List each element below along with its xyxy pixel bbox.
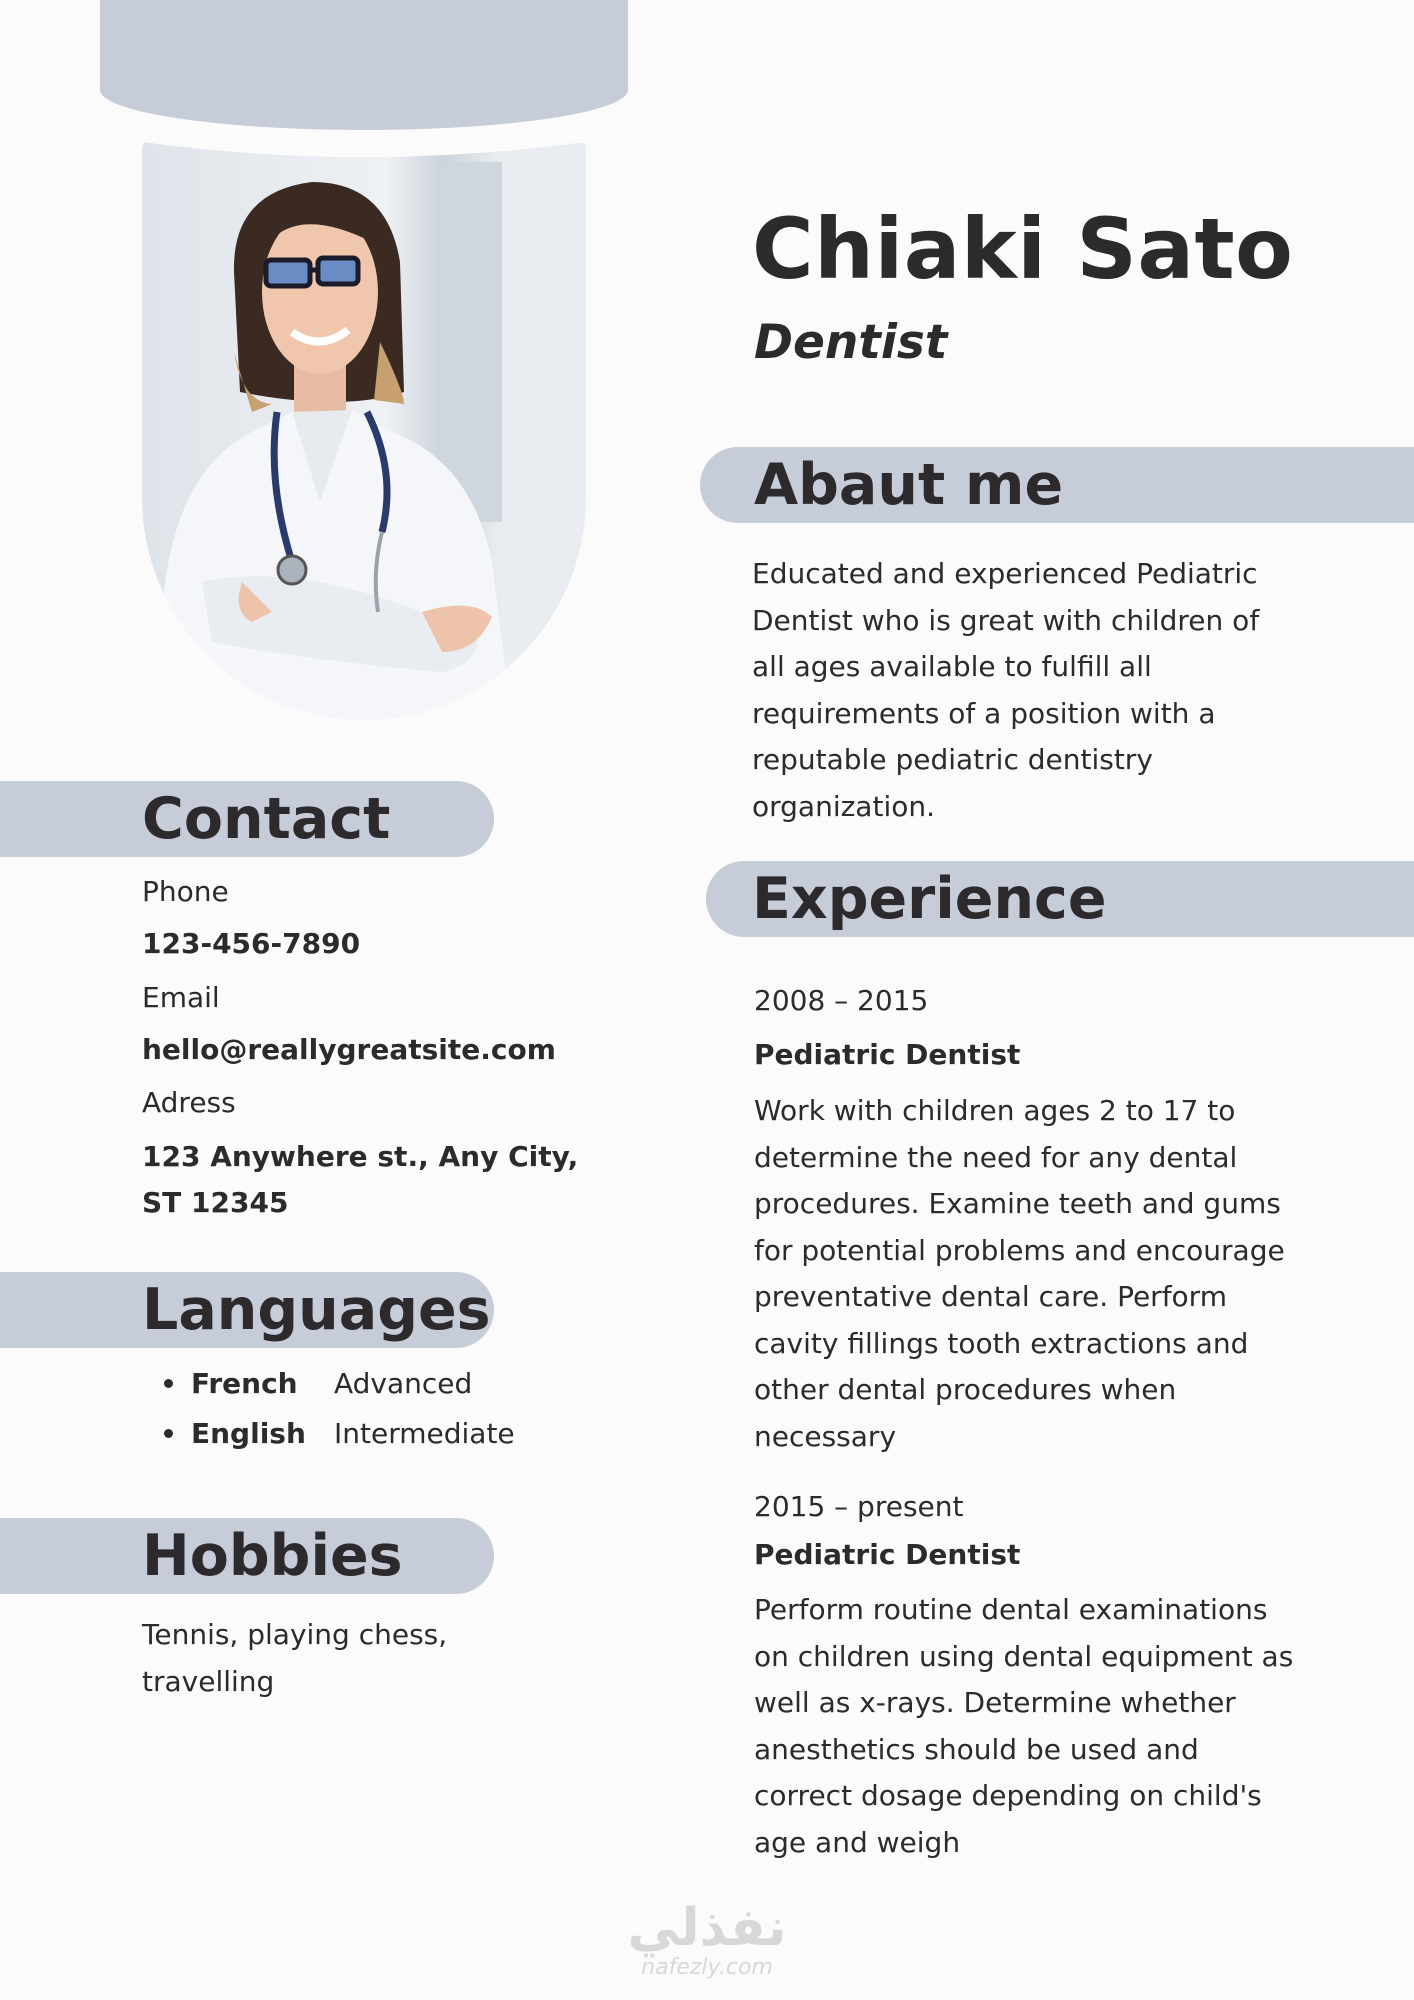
job-description-line: determine the need for any dental bbox=[754, 1140, 1238, 1174]
job-description-line: Perform routine dental examinations bbox=[754, 1593, 1268, 1626]
hobbies-line: travelling bbox=[142, 1664, 275, 1698]
job-description-line: on children using dental equipment as bbox=[754, 1639, 1294, 1673]
job-description-line: Work with children ages 2 to 17 to bbox=[754, 1094, 1236, 1127]
job-description-line: well as x-rays. Determine whether bbox=[754, 1686, 1236, 1719]
language-level: Intermediate bbox=[334, 1416, 515, 1450]
job-description bbox=[754, 1587, 1354, 1866]
bullet-icon bbox=[164, 1379, 173, 1388]
job-description-line: preventative dental care. Perform bbox=[754, 1280, 1227, 1313]
job-description-line: anesthetics should be used and bbox=[754, 1732, 1199, 1766]
candidate-role: Dentist bbox=[754, 315, 948, 370]
job-position: Pediatric Dentist bbox=[754, 1538, 1021, 1571]
job-description-line: for potential problems and encourage bbox=[754, 1233, 1285, 1267]
job-period: 2008 – 2015 bbox=[754, 984, 929, 1017]
hobbies-heading: Hobbies bbox=[142, 1523, 403, 1589]
address-line: 123 Anywhere st., Any City, bbox=[142, 1140, 579, 1173]
about-line: Dentist who is great with children of bbox=[752, 603, 1260, 637]
email-value: hello@reallygreatsite.com bbox=[142, 1033, 556, 1066]
watermark-logo bbox=[612, 1900, 802, 1980]
job-description-line: correct dosage depending on child's bbox=[754, 1779, 1262, 1812]
job-period: 2015 – present bbox=[754, 1490, 964, 1523]
address-label: Adress bbox=[142, 1086, 236, 1119]
about-line: requirements of a position with a bbox=[752, 696, 1216, 730]
about-heading: Abaut me bbox=[754, 452, 1064, 518]
about-line: all ages available to fulfill all bbox=[752, 650, 1152, 683]
job-description-line: other dental procedures when bbox=[754, 1373, 1177, 1406]
language-item bbox=[164, 1408, 515, 1458]
about-line: Educated and experienced Pediatric bbox=[752, 557, 1258, 590]
job-description-line: cavity fillings tooth extractions and bbox=[754, 1326, 1249, 1360]
candidate-name: Chiaki Sato bbox=[752, 200, 1294, 298]
hobbies-line: Tennis, playing chess, bbox=[142, 1618, 448, 1651]
job-description bbox=[754, 1088, 1354, 1460]
language-level: Advanced bbox=[334, 1366, 473, 1400]
watermark-latin: nafezly.com bbox=[641, 1955, 773, 1980]
about-line: reputable pediatric dentistry bbox=[752, 743, 1153, 776]
email-label: Email bbox=[142, 981, 220, 1014]
languages-heading: Languages bbox=[142, 1277, 491, 1343]
phone-label: Phone bbox=[142, 875, 229, 908]
phone-value: 123-456-7890 bbox=[142, 927, 361, 960]
job-position: Pediatric Dentist bbox=[754, 1038, 1021, 1071]
job-description-line: age and weigh bbox=[754, 1825, 961, 1859]
job-description-line: procedures. Examine teeth and gums bbox=[754, 1187, 1281, 1220]
about-line: organization. bbox=[752, 789, 935, 823]
about-text bbox=[752, 551, 1312, 830]
profile-photo bbox=[142, 142, 586, 720]
contact-heading: Contact bbox=[142, 786, 391, 852]
language-name: English bbox=[191, 1416, 306, 1450]
watermark-arabic: نفذلي bbox=[627, 1898, 787, 1958]
hobbies-text bbox=[142, 1612, 562, 1705]
bullet-icon bbox=[164, 1429, 173, 1438]
address-value bbox=[142, 1134, 582, 1226]
top-banner bbox=[100, 0, 628, 130]
languages-list bbox=[164, 1358, 515, 1458]
address-line: ST 12345 bbox=[142, 1186, 289, 1219]
language-name: French bbox=[191, 1366, 298, 1400]
experience-heading: Experience bbox=[752, 866, 1107, 932]
job-description-line: necessary bbox=[754, 1419, 897, 1453]
language-item bbox=[164, 1358, 515, 1408]
